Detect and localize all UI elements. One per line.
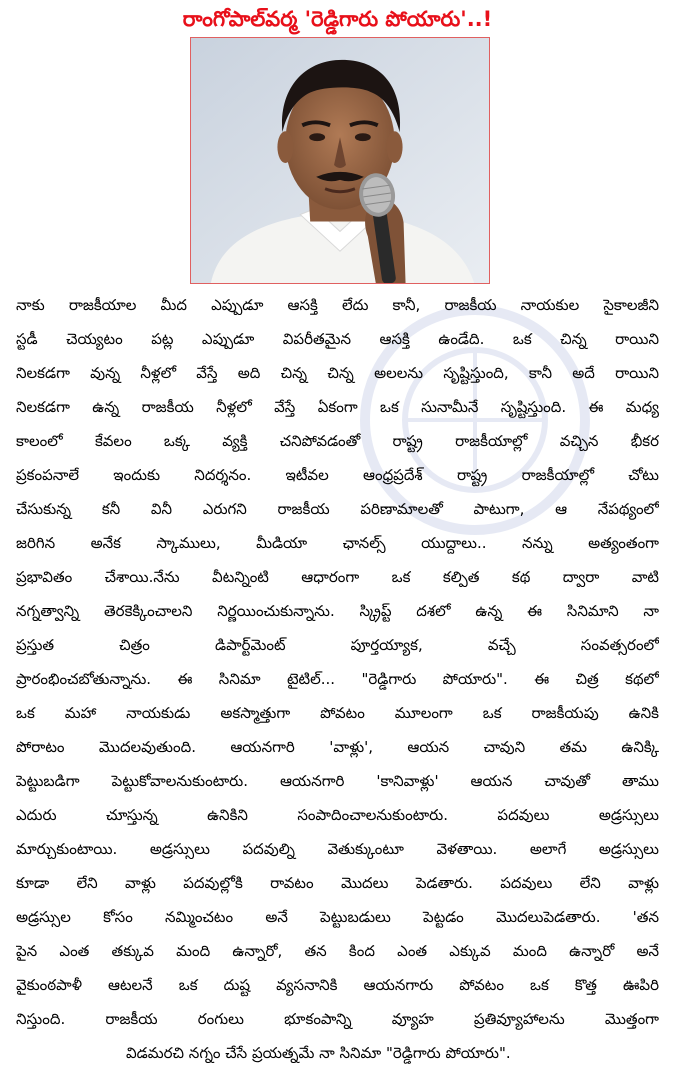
article-line: చేసుకున్న కనీ వినీ ఎరుగని రాజకీయ పరిణామాలతో పాటుగా, ఆ నేపథ్యంలో (16, 500, 659, 518)
article-line: వైకుంఠపాళీ ఆటలనే ఒక దుష్ట వ్యసనానికి ఆయనగారు పోవటం ఒక కొత్త ఊపిరి (16, 976, 659, 994)
article-line: ప్రకంపనాలే ఇందుకు నిదర్శనం. ఇటీవల ఆంధ్రప్రదేశ్ రాష్ట్ర రాజకీయాల్లో చోటు (16, 466, 659, 484)
article-line: నగ్నత్వాన్ని తెరకెక్కించాలని నిర్ణయించుకున్నాను. స్క్రిప్ట్ దశలో ఉన్న ఈ సినిమాని నా (16, 602, 659, 620)
photo-illustration (191, 38, 489, 283)
article-line: మార్చుకుంటాయి. అడ్రస్సులు పదవుల్ని వెతుక్కుంటూ వెళతాయి. అలాగే అడ్రస్సులు (16, 840, 659, 858)
article-line: విడమరచి నగ్నం చేసే ప్రయత్నమే నా సినిమా "రెడ్డిగారు పోయారు". (126, 1044, 511, 1062)
article-line: పైన ఎంత తక్కువ మంది ఉన్నారో, తన కింద ఎంత ఎక్కువ మంది ఉన్నారో అనే (16, 942, 659, 960)
article-line: స్టడీ చెయ్యటం పట్ల ఎప్పుడూ విపరీతమైన ఆసక్తి ఉండేది. ఒక చిన్న రాయిని (16, 330, 659, 348)
article-line: నిస్తుంది. రాజకీయ రంగులు భూకంపాన్ని వ్యూహ ప్రతివ్యూహాలను మొత్తంగా (16, 1010, 659, 1028)
article-line: ఎదురు చూస్తున్న ఉనికిని సంపాదించాలనుకుంటారు. పదవులు అడ్రస్సులు (16, 806, 659, 824)
article-line: పోరాటం మొదలవుతుంది. ఆయనగారి 'వాళ్లు', ఆయన చావుని తమ ఉనిక్కి (16, 738, 659, 756)
article-line: నిలకడగా వున్న నీళ్లలో వేస్తే అది చిన్న చిన్న అలలను సృష్టిస్తుంది, కానీ అదే రాయిని (16, 364, 659, 382)
article-body (16, 288, 659, 1070)
article-line: నాకు రాజకీయాల మీద ఎప్పుడూ ఆసక్తి లేదు కానీ, రాజకీయ నాయకుల సైకాలజీని (16, 296, 659, 314)
article-line: జరిగిన అనేక స్కాములు, మీడియా ఛానల్స్ యుద్దాలు.. నన్ను అత్యంతంగా (16, 534, 659, 552)
article-line: అడ్రస్సుల కోసం నమ్మించటం అనే పెట్టుబడులు పెట్టడం మొదలుపెడతారు. 'తన (16, 908, 659, 926)
article-photo (190, 37, 490, 284)
article-line: కూడా లేని వాళ్లు పదవుల్లోకి రావటం మొదలు పెడతారు. పదవులు లేని వాళ్లు (16, 874, 659, 892)
article-line: ప్రారంభించబోతున్నాను. ఈ సినిమా టైటిల్... "రెడ్డిగారు పోయారు". ఈ చిత్ర కథలో (16, 670, 659, 688)
article-title: రాంగోపాల్‌వర్మ 'రెడ్డిగారు పోయారు'..! (182, 7, 493, 31)
article-line: పెట్టుబడిగా పెట్టుకోవాలనుకుంటారు. ఆయనగారి 'కానివాళ్లు' ఆయన చావుతో తాము (16, 772, 659, 790)
article-line: ప్రస్తుత చిత్రం డిపార్ట్‌మెంట్ పూర్తయ్యాక, వచ్చే సంవత్సరంలో (16, 636, 659, 654)
article-line: నిలకడగా ఉన్న రాజకీయ నీళ్లలో వేస్తే ఏకంగా ఒక సునామీనే సృష్టిస్తుంది. ఈ మధ్య (16, 398, 659, 416)
article-line: ఒక మహా నాయకుడు అకస్మాత్తుగా పోవటం మూలంగా ఒక రాజకీయపు ఉనికి (16, 704, 659, 722)
article-line: ప్రభావితం చేశాయి.నేను వీటన్నింటి ఆధారంగా ఒక కల్పిత కథ ద్వారా వాటి (16, 568, 659, 586)
article-line: కాలంలో కేవలం ఒక్క వ్యక్తి చనిపోవడంతో రాష్ట్ర రాజకీయాల్లో వచ్చిన భీకర (16, 432, 659, 450)
